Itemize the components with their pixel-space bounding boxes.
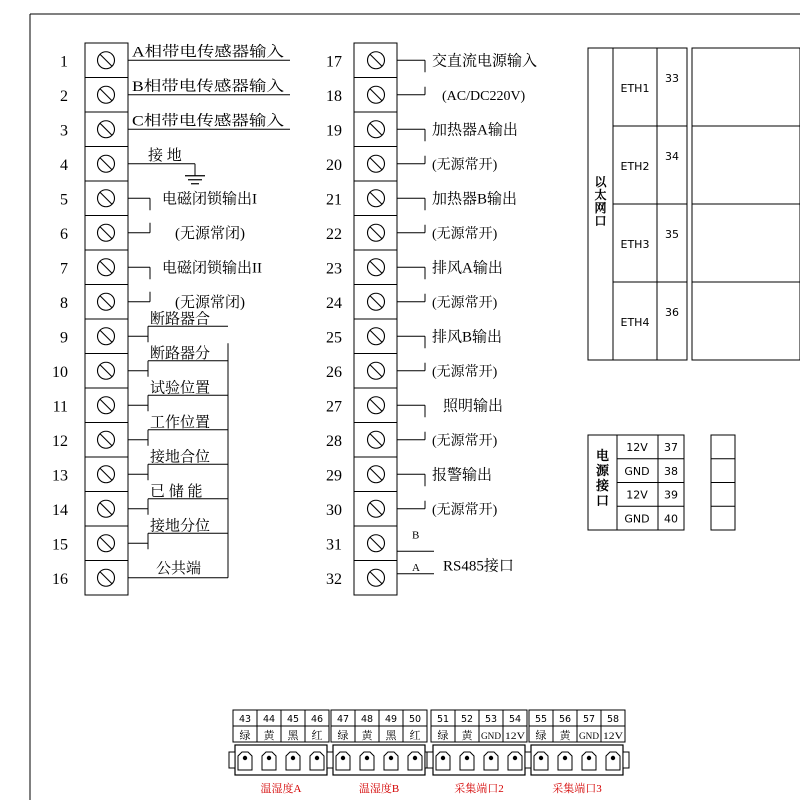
terminal-number: 22: [326, 225, 342, 243]
plug-pin-hole: [441, 756, 445, 760]
power-pin-number: 39: [664, 488, 678, 502]
plug-pin-hole: [267, 756, 271, 760]
screw-slot: [100, 54, 112, 66]
wire-color: 12V: [603, 732, 624, 742]
plug-pin: [336, 752, 350, 770]
terminal-row: [60, 147, 128, 174]
ethernet-title-char: 以: [594, 175, 607, 189]
terminal-label: 接地分位: [150, 518, 211, 535]
terminal-label: 接 地: [148, 147, 182, 164]
left-terminal-block: [52, 42, 290, 595]
plug-pin: [606, 752, 620, 770]
terminal-row: [60, 319, 128, 346]
terminal-number: 30: [326, 501, 342, 519]
plug-pin: [360, 752, 374, 770]
plug-pin-hole: [587, 756, 591, 760]
connector-name: 采集端口2: [454, 783, 504, 795]
eth-port-label: ETH4: [620, 316, 650, 329]
terminal-row: [326, 354, 397, 381]
terminal-label: (无源常开): [432, 502, 498, 518]
terminal-number: 32: [326, 570, 342, 588]
terminal-row: [326, 285, 397, 312]
pin-number: 46: [310, 714, 324, 725]
pin-number: 54: [508, 714, 522, 725]
screw-slot: [370, 227, 382, 239]
terminal-number: 5: [60, 191, 68, 209]
screw-slot: [370, 192, 382, 204]
power-title-char: 源: [595, 464, 610, 479]
pin-number: 51: [436, 714, 450, 725]
screw-slot: [370, 54, 382, 66]
terminal-row: [326, 250, 397, 277]
pin-number: 44: [262, 714, 276, 725]
terminal-label: (无源常闭): [175, 225, 245, 242]
screw-icon: [368, 52, 385, 69]
screw-icon: [368, 569, 385, 586]
eth-port-number: 33: [665, 72, 679, 85]
terminal-number: 17: [326, 53, 342, 71]
terminal-row: [60, 216, 128, 243]
terminal-row: [326, 561, 397, 588]
ethernet-title-char: 网: [594, 201, 607, 215]
terminal-number: 28: [326, 432, 342, 450]
mid-terminal-block: [326, 43, 537, 595]
sensor-connector: [427, 710, 531, 795]
screw-icon: [368, 293, 385, 310]
plug-pin: [262, 752, 276, 770]
terminal-number: 15: [52, 536, 68, 554]
screw-icon: [368, 397, 385, 414]
screw-icon: [368, 224, 385, 241]
terminal-row: [326, 492, 397, 519]
pin-number: 55: [534, 714, 548, 725]
wire-color: 黄: [559, 730, 571, 742]
rs485-b-label: B: [412, 529, 420, 542]
terminal-number: 8: [60, 294, 68, 312]
pin-number: 47: [336, 714, 350, 725]
power-pin-number: 37: [664, 441, 678, 454]
terminal-number: 3: [60, 122, 68, 140]
plug-pin-hole: [315, 756, 319, 760]
power-pin-number: 40: [664, 512, 678, 526]
pin-number: 48: [360, 714, 374, 725]
rs485-label: RS485接口: [443, 558, 514, 575]
terminal-row: [326, 388, 397, 415]
pin-number: 43: [238, 714, 252, 725]
terminal-number: 29: [326, 467, 342, 485]
pin-number: 53: [484, 714, 498, 725]
terminal-number: 26: [326, 363, 342, 381]
screw-slot: [100, 537, 112, 549]
terminal-number: 25: [326, 329, 342, 347]
terminal-label: 交直流电源输入: [432, 53, 538, 70]
plug-pin: [436, 752, 450, 770]
screw-slot: [100, 261, 112, 273]
terminal-label: 电磁闭锁输出I: [162, 191, 257, 208]
pin-number: 57: [582, 714, 596, 725]
screw-slot: [370, 537, 382, 549]
screw-slot: [370, 399, 382, 411]
wire-color: 绿: [337, 730, 349, 742]
wire-color: 红: [409, 730, 421, 742]
terminal-number: 10: [52, 363, 68, 381]
connector-row: [229, 710, 629, 795]
screw-icon: [98, 397, 115, 414]
terminal-row: [326, 457, 397, 484]
pin-number: 52: [460, 714, 474, 725]
terminal-row: [52, 492, 128, 519]
screw-icon: [98, 190, 115, 207]
terminal-label: 接地合位: [150, 449, 211, 466]
plug-pin-hole: [539, 756, 543, 760]
power-block: [588, 435, 735, 530]
terminal-number: 31: [326, 536, 342, 554]
terminal-label: (无源常开): [432, 157, 498, 173]
screw-slot: [100, 89, 112, 101]
screw-slot: [100, 468, 112, 480]
screw-slot: [100, 296, 112, 308]
terminal-label: 加热器B输出: [432, 191, 518, 208]
screw-icon: [98, 328, 115, 345]
terminal-label: 排风B输出: [432, 329, 503, 346]
eth-port-label: ETH3: [620, 238, 650, 251]
plug-pin-hole: [341, 756, 345, 760]
screw-icon: [98, 86, 115, 103]
connector-name: 采集端口3: [552, 783, 602, 795]
terminal-label: 公共端: [156, 560, 202, 577]
terminal-row: [52, 561, 128, 588]
screw-icon: [98, 155, 115, 172]
plug-pin-hole: [513, 756, 517, 760]
screw-slot: [370, 296, 382, 308]
eth-port-number: 35: [665, 228, 679, 241]
connector-name: 温湿度B: [358, 783, 400, 795]
plug-pin-hole: [291, 756, 295, 760]
screw-slot: [100, 434, 112, 446]
screw-icon: [368, 190, 385, 207]
terminal-label: 电磁闭锁输出II: [162, 260, 262, 277]
terminal-number: 19: [326, 122, 342, 140]
screw-icon: [368, 121, 385, 138]
rs485-a-label: A: [412, 561, 420, 574]
screw-icon: [98, 362, 115, 379]
pin-number: 58: [606, 714, 620, 725]
plug-pin-hole: [465, 756, 469, 760]
screw-icon: [368, 362, 385, 379]
plug-pin: [558, 752, 572, 770]
terminal-label: 照明输出: [443, 398, 504, 415]
terminal-label: 断路器合: [150, 311, 211, 328]
power-title-char: 口: [595, 494, 610, 509]
plug-latch: [229, 752, 235, 768]
terminal-row: [60, 52, 115, 71]
screw-slot: [370, 123, 382, 135]
terminal-number: 11: [52, 398, 68, 416]
plug-pin: [508, 752, 522, 770]
screw-slot: [370, 434, 382, 446]
terminal-label: 排风A输出: [432, 260, 503, 277]
plug-pin: [408, 752, 422, 770]
plug-pin: [534, 752, 548, 770]
terminal-number: 14: [52, 501, 68, 519]
wire-color: 黑: [385, 730, 397, 742]
plug-latch: [525, 752, 531, 768]
screw-icon: [98, 224, 115, 241]
terminal-label: 断路器分: [150, 345, 211, 362]
wire-color: GND: [579, 732, 600, 742]
wire-color: 黄: [461, 730, 473, 742]
pin-number: 49: [384, 714, 398, 725]
terminal-row: [326, 319, 397, 346]
terminal-row: [326, 526, 397, 553]
sensor-connector: [525, 710, 629, 795]
plug-pin: [384, 752, 398, 770]
plug-pin: [238, 752, 252, 770]
screw-icon: [98, 535, 115, 552]
power-pin-label: GND: [624, 464, 650, 478]
screw-slot: [370, 261, 382, 273]
eth-port-label: ETH1: [620, 82, 650, 95]
wire-color: 绿: [239, 730, 251, 742]
screw-slot: [100, 399, 112, 411]
pin-number: 56: [558, 714, 572, 725]
terminal-row: [326, 181, 397, 208]
plug-pin-hole: [243, 756, 247, 760]
terminal-number: 21: [326, 191, 342, 209]
wire-color: 黄: [361, 730, 373, 742]
terminal-row: [60, 112, 128, 139]
screw-slot: [370, 89, 382, 101]
terminal-number: 6: [60, 225, 68, 243]
terminal-row: [60, 181, 128, 208]
terminal-row: [52, 526, 128, 553]
screw-slot: [370, 330, 382, 342]
plug-pin: [310, 752, 324, 770]
power-pin-label: 12V: [626, 441, 648, 454]
ethernet-title-char: 太: [594, 188, 607, 202]
screw-icon: [368, 86, 385, 103]
screw-slot: [100, 123, 112, 135]
terminal-number: 24: [326, 294, 342, 312]
power-title-char: 电: [595, 449, 610, 464]
terminal-row: [326, 423, 397, 450]
connector-name: 温湿度A: [260, 783, 302, 795]
terminal-number: 2: [60, 87, 68, 105]
screw-icon: [368, 500, 385, 517]
sensor-connector: [327, 710, 431, 795]
terminal-label: 报警输出: [432, 467, 493, 484]
eth-port-number: 34: [665, 150, 679, 163]
screw-slot: [100, 227, 112, 239]
eth-port-number: 36: [665, 306, 679, 319]
screw-icon: [368, 259, 385, 276]
screw-icon: [368, 431, 385, 448]
terminal-label: 试验位置: [150, 380, 211, 397]
plug-pin-hole: [413, 756, 417, 760]
wire-color: GND: [481, 732, 502, 742]
power-pin-number: 38: [664, 464, 678, 478]
plug-pin: [286, 752, 300, 770]
terminal-label: (无源常开): [432, 226, 498, 242]
terminal-number: 7: [60, 260, 68, 278]
screw-icon: [98, 431, 115, 448]
plug-pin-hole: [611, 756, 615, 760]
terminal-number: 23: [326, 260, 342, 278]
pin-number: 50: [408, 714, 422, 725]
wire-color: 12V: [505, 732, 526, 742]
screw-icon: [98, 500, 115, 517]
terminal-row: [53, 388, 128, 415]
wire-color: 黄: [263, 730, 275, 742]
terminal-number: 12: [52, 432, 68, 450]
pin-number: 45: [286, 714, 300, 725]
screw-slot: [100, 572, 112, 584]
terminal-label: A相带电传感器输入: [132, 44, 259, 61]
terminal-label: (AC/DC220V): [442, 88, 526, 104]
terminal-number: 18: [326, 87, 342, 105]
terminal-number: 27: [326, 398, 342, 416]
screw-icon: [368, 155, 385, 172]
screw-slot: [100, 330, 112, 342]
screw-slot: [370, 503, 382, 515]
terminal-number: 16: [52, 570, 68, 588]
plug-latch: [427, 752, 433, 768]
screw-icon: [368, 535, 385, 552]
wire-color: 黑: [287, 730, 299, 742]
terminal-number: 20: [326, 156, 342, 174]
terminal-row: [326, 78, 397, 105]
terminal-number: 13: [52, 467, 68, 485]
terminal-row: [52, 423, 128, 450]
terminal-number: 4: [60, 156, 68, 174]
screw-slot: [100, 158, 112, 170]
terminal-row: [52, 354, 128, 381]
terminal-label: 已 储 能: [150, 483, 203, 500]
wire-color: 绿: [535, 730, 547, 742]
plug-pin-hole: [489, 756, 493, 760]
terminal-row: [326, 216, 397, 243]
sensor-connector: [229, 710, 333, 795]
screw-icon: [368, 466, 385, 483]
power-pin-label: 12V: [626, 488, 648, 502]
screw-slot: [100, 503, 112, 515]
eth-port-label: ETH2: [620, 160, 650, 173]
screw-slot: [370, 365, 382, 377]
terminal-row: [52, 457, 128, 484]
terminal-label: 工作位置: [150, 414, 211, 431]
wire-color: 绿: [437, 730, 449, 742]
terminal-label: (无源常开): [432, 364, 498, 380]
screw-icon: [368, 328, 385, 345]
terminal-row: [60, 285, 128, 312]
plug-pin: [484, 752, 498, 770]
terminal-label: C相带电传感器输入: [132, 113, 258, 130]
terminal-label: (无源常开): [432, 433, 498, 449]
ethernet-title-char: 口: [594, 214, 607, 228]
screw-slot: [100, 192, 112, 204]
screw-slot: [100, 365, 112, 377]
plug-latch: [623, 752, 629, 768]
terminal-row: [60, 250, 128, 277]
plug-latch: [327, 752, 333, 768]
terminal-label: (无源常开): [432, 295, 498, 311]
terminal-label: B相带电传感器输入: [132, 78, 258, 95]
terminal-row: [326, 52, 385, 71]
terminal-row: [60, 78, 128, 105]
screw-icon: [98, 466, 115, 483]
screw-icon: [98, 259, 115, 276]
ethernet-block: [588, 48, 800, 360]
power-pin-label: GND: [624, 512, 650, 526]
terminal-number: 1: [60, 53, 68, 71]
screw-slot: [370, 468, 382, 480]
wire-color: 红: [311, 730, 323, 742]
screw-slot: [370, 572, 382, 584]
terminal-label: (无源常闭): [175, 294, 245, 311]
terminal-row: [326, 112, 397, 139]
screw-icon: [98, 52, 115, 69]
screw-slot: [370, 158, 382, 170]
plug-pin-hole: [365, 756, 369, 760]
terminal-number: 9: [60, 329, 68, 347]
plug-pin: [582, 752, 596, 770]
plug-pin-hole: [563, 756, 567, 760]
plug-pin: [460, 752, 474, 770]
screw-icon: [98, 121, 115, 138]
terminal-row: [326, 147, 397, 174]
screw-icon: [98, 293, 115, 310]
power-title-char: 接: [595, 479, 610, 494]
plug-pin-hole: [389, 756, 393, 760]
screw-icon: [98, 569, 115, 586]
terminal-label: 加热器A输出: [432, 122, 518, 139]
